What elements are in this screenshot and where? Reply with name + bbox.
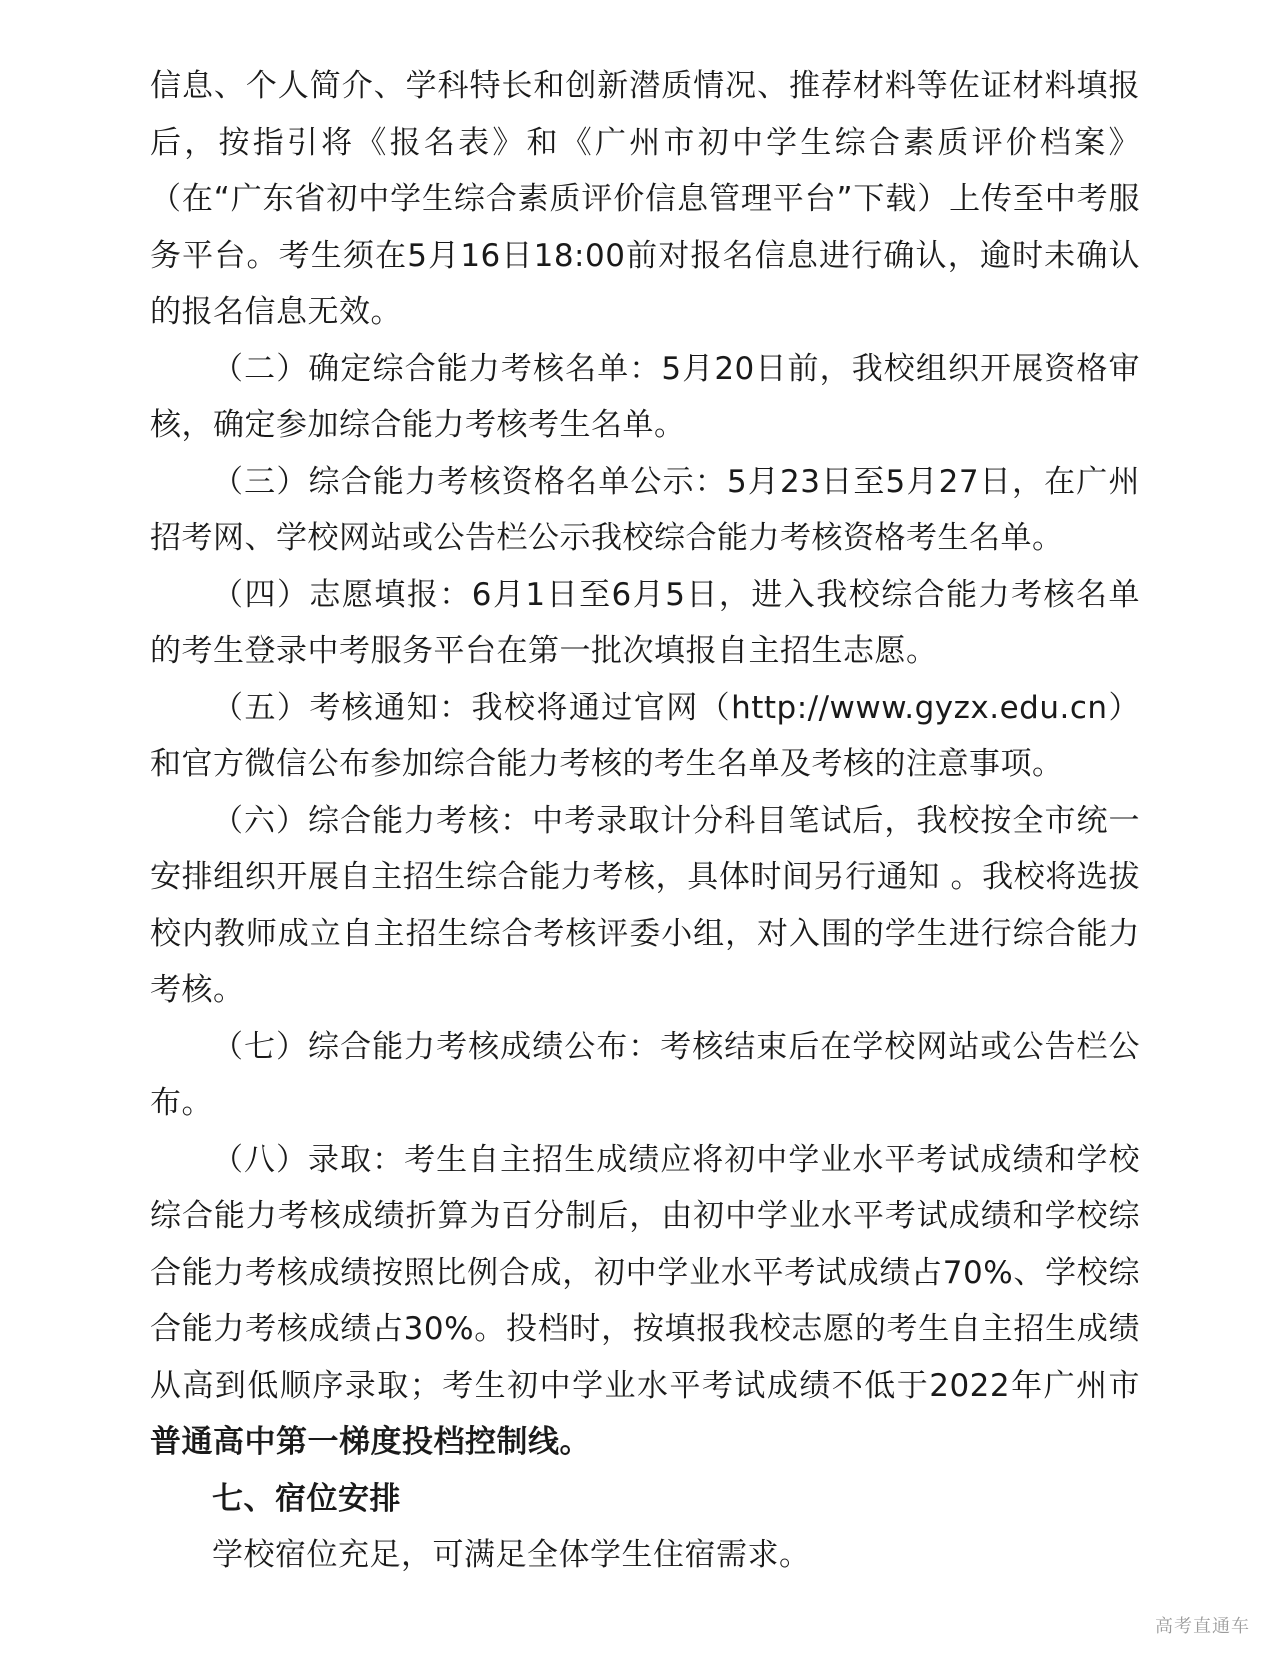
paragraph-item-6: （六）综合能力考核：中考录取计分科目笔试后，我校按全市统一安排组织开展自主招生综合能力考核，具体时间另行通知 。我校将选拔校内教师成立自主招生综合考核评委小组，对入围的学生进行综合能力考核。 (150, 802, 1140, 1008)
admission-text: （八）录取：考生自主招生成绩应将初中学业水平考试成绩和学校综合能力考核成绩折算为百分制后，由初中学业水平考试成绩和学校综合能力考核成绩按照比例合成，初中学业水平考试成绩占70%、学校综合能力考核成绩占30%。投档时，按填报我校志愿的考生自主招生成绩从高到低顺序录取；考生初中学业水平考试成绩不低于2022年广州市 (150, 1141, 1140, 1404)
section-body: 学校宿位充足，可满足全体学生住宿需求。 (212, 1537, 811, 1573)
paragraph-continuation: 信息、个人简介、学科特长和创新潜质情况、推荐材料等佐证材料填报后，按指引将《报名表》和《广州市初中学生综合素质评价档案》（在“广东省初中学生综合素质评价信息管理平台”下载）上传至中考服务平台。考生须在5月16日18:00前对报名信息进行确认，逾时未确认的报名信息无效。 (150, 68, 1140, 330)
paragraph-item-2: （二）确定综合能力考核名单：5月20日前，我校组织开展资格审核，确定参加综合能力考核考生名单。 (150, 350, 1140, 443)
paragraph-item-4: （四）志愿填报：6月1日至6月5日，进入我校综合能力考核名单的考生登录中考服务平台在第一批次填报自主招生志愿。 (150, 576, 1140, 669)
paragraph-item-5: （五）考核通知：我校将通过官网（http://www.gyzx.edu.cn）和官方微信公布参加综合能力考核的考生名单及考核的注意事项。 (150, 689, 1140, 782)
section-heading: 七、宿位安排 (212, 1480, 401, 1517)
paragraph-item-8-admission (150, 1132, 1140, 1471)
document-page (150, 58, 1140, 1584)
watermark-text: 高考直通车 (1155, 1616, 1250, 1637)
paragraph-item-3: （三）综合能力考核资格名单公示：5月23日至5月27日，在广州招考网、学校网站或公告栏公示我校综合能力考核资格考生名单。 (150, 463, 1140, 556)
admission-bold-text: 普通高中第一梯度投档控制线。 (150, 1424, 591, 1460)
paragraph-item-7: （七）综合能力考核成绩公布：考核结束后在学校网站或公告栏公布。 (150, 1028, 1140, 1121)
